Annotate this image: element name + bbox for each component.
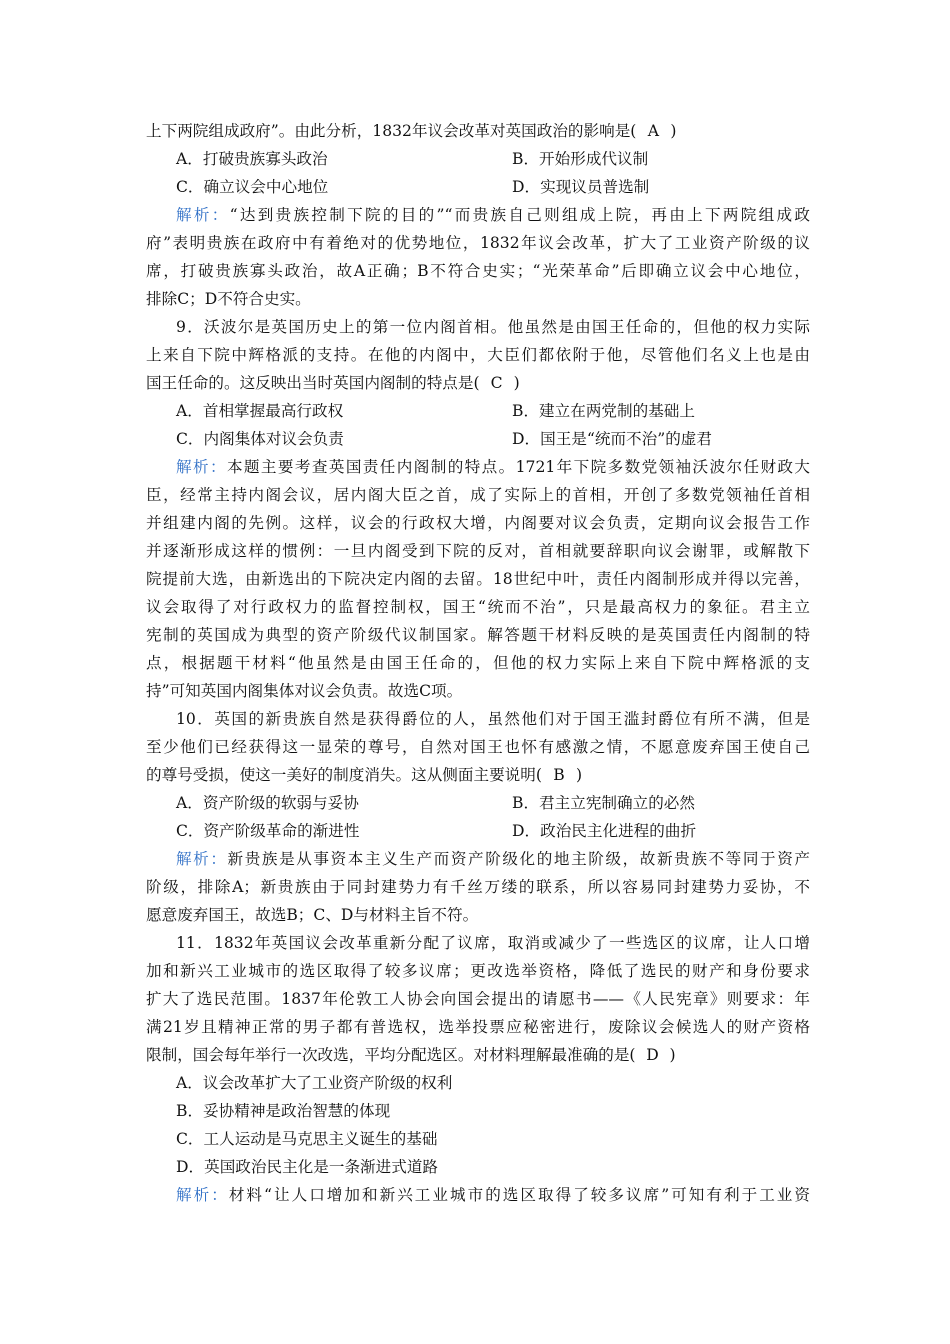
q8-option-a: A．打破贵族寡头政治: [176, 150, 328, 168]
q11-analysis-text: 材料“让人口增加和新兴工业城市的选区取得了较多议席”可知有利于工业资: [228, 1186, 810, 1204]
q8-stem-text: 上下两院组成政府”。由此分析，1832年议会改革对英国政治的影响是(: [146, 122, 637, 140]
q11-option-a: A．议会改革扩大了工业资产阶级的权利: [176, 1074, 453, 1092]
q8-answer: A: [647, 122, 659, 140]
q10-stem-line: [146, 761, 810, 789]
q9-analysis-line: 议会取得了对行政权力的监督控制权，国王“统而不治”，只是最高权力的象征。君主立: [146, 598, 810, 616]
q11-analysis-label: 解析：: [176, 1186, 229, 1204]
q11-option-b: B．妥协精神是政治智慧的体现: [176, 1102, 391, 1120]
q10-stem-line: 至少他们已经获得这一显荣的尊号，自然对国王也怀有感激之情，不愿意废弃国王使自己: [146, 738, 810, 756]
q10-close-paren: ): [575, 766, 583, 784]
q9-analysis-line: 并逐渐形成这样的惯例：一旦内阁受到下院的反对，首相就要辞职向议会谢罪，或解散下: [146, 542, 810, 560]
q8-analysis-line: 排除C；D不符合史实。: [146, 290, 311, 308]
q9-analysis-line: 点，根据题干材料“他虽然是由国王任命的，但他的权力实际上来自下院中辉格派的支: [146, 654, 810, 672]
q8-analysis-line: 府”表明贵族在政府中有着绝对的优势地位，1832年议会改革，扩大了工业资产阶级的议: [146, 234, 810, 252]
q10-stem-line: 10．英国的新贵族自然是获得爵位的人，虽然他们对于国王滥封爵位有所不满，但是: [176, 710, 810, 728]
q10-analysis-line: 愿意废弃国王，故选B；C、D与材料主旨不符。: [146, 906, 479, 924]
q10-option-d: D．政治民主化进程的曲折: [512, 822, 697, 840]
q9-analysis-line: 臣，经常主持内阁会议，居内阁大臣之首，成了实际上的首相，开创了多数党领袖任首相: [146, 486, 810, 504]
q9-option-a: A．首相掌握最高行政权: [176, 402, 344, 420]
q9-option-c: C．内阁集体对议会负责: [176, 430, 344, 448]
q9-stem-line: 上来自下院中辉格派的支持。在他的内阁中，大臣们都依附于他，尽管他们名义上也是由: [146, 346, 810, 364]
q11-stem-line: 加和新兴工业城市的选区取得了较多议席；更改选举资格，降低了选民的财产和身份要求: [146, 962, 810, 980]
q11-option-d: D．英国政治民主化是一条渐进式道路: [176, 1158, 439, 1176]
q11-option-c: C．工人运动是马克思主义诞生的基础: [176, 1130, 438, 1148]
q8-analysis-line: [176, 201, 810, 229]
q9-close-paren: ): [513, 374, 520, 392]
q9-option-d: D．国王是“统而不治”的虚君: [512, 430, 712, 448]
q11-stem-line: [146, 1041, 810, 1069]
q8-option-d: D．实现议员普选制: [512, 178, 650, 196]
q9-analysis-line: 持”可知英国内阁集体对议会负责。故选C项。: [146, 682, 463, 700]
q10-analysis-label: 解析：: [176, 850, 228, 868]
q11-answer: D: [646, 1046, 659, 1064]
q11-stem-text: 限制，国会每年举行一次改选，平均分配选区。对材料理解最准确的是(: [146, 1046, 636, 1064]
q9-analysis-text: 本题主要考查英国责任内阁制的特点。1721年下院多数党领袖沃波尔任财政大: [226, 458, 810, 476]
q8-option-c: C．确立议会中心地位: [176, 178, 329, 196]
q9-analysis-line: [176, 453, 810, 481]
q10-analysis-line: [176, 845, 810, 873]
q9-stem-line: 9．沃波尔是英国历史上的第一位内阁首相。他虽然是由国王任命的，但他的权力实际: [176, 318, 810, 336]
q11-stem-line: 扩大了选民范围。1837年伦敦工人协会向国会提出的请愿书——《人民宪章》则要求：年: [146, 990, 810, 1008]
q9-analysis-line: 宪制的英国成为典型的资产阶级代议制国家。解答题干材料反映的是英国责任内阁制的特: [146, 626, 810, 644]
q10-stem-text: 的尊号受损，使这一美好的制度消失。这从侧面主要说明(: [146, 766, 542, 784]
q11-stem-line: 满21岁且精神正常的男子都有普选权，选举投票应秘密进行，废除议会候选人的财产资格: [146, 1018, 810, 1036]
q8-option-b: B．开始形成代议制: [512, 150, 649, 168]
q9-analysis-line: 并组建内阁的先例。这样，议会的行政权大增，内阁要对议会负责，定期向议会报告工作: [146, 514, 810, 532]
q9-stem-text: 国王任命的。这反映出当时英国内阁制的特点是(: [146, 374, 480, 392]
q10-option-a: A．资产阶级的软弱与妥协: [176, 794, 359, 812]
q10-analysis-line: 阶级，排除A；新贵族由于同封建势力有千丝万缕的联系，所以容易同封建势力妥协，不: [146, 878, 810, 896]
q8-analysis-text: “达到贵族控制下院的目的”“而贵族自己则组成上院，再由上下两院组成政: [229, 206, 810, 224]
q10-option-b: B．君主立宪制确立的必然: [512, 794, 695, 812]
q8-close-paren: ): [670, 122, 677, 140]
q9-analysis-line: 院提前大选，由新选出的下院决定内阁的去留。18世纪中叶，责任内阁制形成并得以完善，: [146, 570, 810, 588]
q8-analysis-line: 席，打破贵族寡头政治，故A正确；B不符合史实；“光荣革命”后即确立议会中心地位，: [146, 262, 810, 280]
q11-analysis-line: [176, 1181, 810, 1209]
q9-option-b: B．建立在两党制的基础上: [512, 402, 695, 420]
q10-option-c: C．资产阶级革命的渐进性: [176, 822, 360, 840]
q11-close-paren: ): [669, 1046, 676, 1064]
q11-stem-line: 11．1832年英国议会改革重新分配了议席，取消或减少了一些选区的议席，让人口增: [176, 934, 810, 952]
q9-stem-line: [146, 369, 810, 397]
q8-analysis-label: 解析：: [176, 206, 230, 224]
q9-answer: C: [490, 374, 503, 392]
q10-analysis-text: 新贵族是从事资本主义生产而资产阶级化的地主阶级，故新贵族不等同于资产: [227, 850, 810, 868]
q10-answer: B: [553, 766, 565, 784]
q8-stem-line: [146, 117, 810, 145]
q9-analysis-label: 解析：: [176, 458, 227, 476]
